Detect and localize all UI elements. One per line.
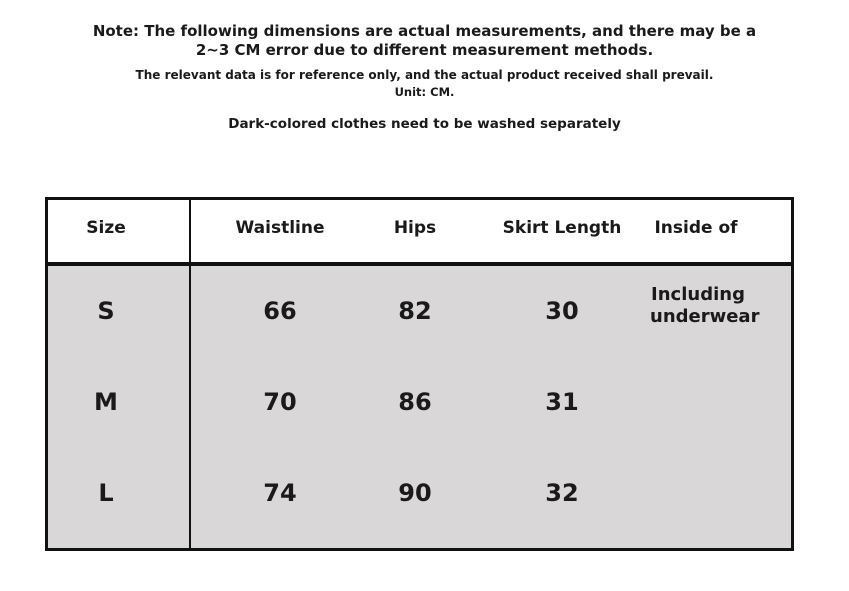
cell-hips-m: 86 <box>398 388 432 416</box>
inside-note-line1: Including <box>651 284 745 305</box>
cell-waistline-m: 70 <box>263 388 297 416</box>
cell-size-m: M <box>94 388 118 416</box>
cell-skirt-length-l: 32 <box>545 479 579 507</box>
column-divider <box>189 200 191 548</box>
cell-waistline-s: 66 <box>263 297 297 325</box>
header-inside-of: Inside of <box>654 218 738 238</box>
measurement-note: Note: The following dimensions are actual measurements, and there may be a 2~3 CM error due to different measurement methods. <box>92 22 757 59</box>
cell-hips-l: 90 <box>398 479 432 507</box>
washing-note: Dark-colored clothes need to be washed separately <box>228 116 621 132</box>
header-skirt-length: Skirt Length <box>502 218 622 238</box>
inside-of-note <box>650 284 760 328</box>
reference-note: The relevant data is for reference only, and the actual product received shall prevail. <box>135 68 714 82</box>
cell-size-s: S <box>97 297 115 325</box>
unit-note: Unit: CM. <box>394 85 455 99</box>
header-size: Size <box>86 218 126 238</box>
header-waistline: Waistline <box>235 218 325 238</box>
cell-skirt-length-s: 30 <box>545 297 579 325</box>
cell-skirt-length-m: 31 <box>545 388 579 416</box>
cell-hips-s: 82 <box>398 297 432 325</box>
inside-note-line2: underwear <box>650 306 760 327</box>
header-hips: Hips <box>393 218 437 238</box>
cell-size-l: L <box>98 479 114 507</box>
cell-waistline-l: 74 <box>263 479 297 507</box>
size-chart-table <box>45 197 794 551</box>
